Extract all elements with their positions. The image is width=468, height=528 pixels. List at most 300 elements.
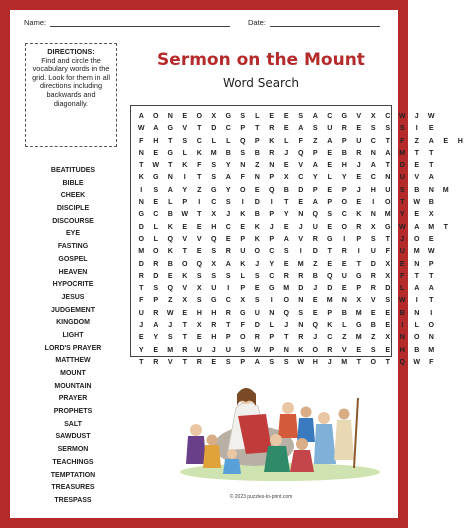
grid-letter[interactable]: O (239, 185, 246, 194)
grid-letter[interactable]: R (298, 333, 304, 342)
grid-letter[interactable]: D (254, 321, 260, 330)
grid-letter[interactable]: Y (225, 161, 231, 170)
grid-letter[interactable]: R (341, 124, 347, 133)
grid-letter[interactable]: E (356, 198, 362, 207)
grid-letter[interactable]: K (327, 321, 333, 330)
grid-letter[interactable]: B (254, 210, 260, 219)
grid-letter[interactable]: N (167, 173, 173, 182)
grid-letter[interactable]: E (283, 124, 289, 133)
grid-letter[interactable]: P (341, 185, 347, 194)
grid-letter[interactable]: S (182, 136, 188, 145)
grid-letter[interactable]: T (226, 321, 231, 330)
grid-letter[interactable]: I (140, 185, 143, 194)
grid-letter[interactable]: R (211, 321, 217, 330)
grid-letter[interactable]: N (269, 161, 275, 170)
grid-letter[interactable]: Y (312, 173, 318, 182)
grid-letter[interactable]: E (327, 161, 333, 170)
grid-letter[interactable]: V (196, 234, 202, 243)
grid-letter[interactable]: F (139, 136, 144, 145)
grid-letter[interactable]: J (139, 321, 144, 330)
grid-letter[interactable]: G (138, 210, 145, 219)
grid-letter[interactable]: G (210, 185, 217, 194)
grid-letter[interactable]: I (241, 198, 244, 207)
grid-letter[interactable]: E (138, 333, 144, 342)
grid-letter[interactable]: E (153, 198, 159, 207)
grid-letter[interactable]: D (138, 222, 144, 231)
grid-letter[interactable]: V (356, 112, 362, 120)
grid-letter[interactable]: J (226, 210, 231, 219)
grid-letter[interactable]: A (225, 259, 231, 268)
grid-letter[interactable]: I (227, 284, 230, 293)
grid-letter[interactable]: D (312, 247, 318, 256)
grid-letter[interactable]: D (298, 284, 304, 293)
grid-letter[interactable]: M (355, 308, 362, 317)
grid-letter[interactable]: Q (167, 284, 174, 293)
grid-letter[interactable]: L (269, 321, 274, 330)
grid-letter[interactable]: S (196, 296, 202, 305)
grid-letter[interactable]: Q (312, 321, 319, 330)
grid-letter[interactable]: K (298, 345, 304, 354)
grid-letter[interactable]: W (427, 247, 435, 256)
grid-letter[interactable]: X (385, 259, 391, 268)
grid-letter[interactable]: Q (326, 271, 333, 280)
grid-letter[interactable]: S (254, 271, 260, 280)
grid-letter[interactable]: G (167, 148, 174, 157)
grid-letter[interactable]: E (211, 357, 217, 366)
grid-letter[interactable]: J (313, 284, 318, 293)
grid-letter[interactable]: H (153, 136, 159, 145)
grid-letter[interactable]: O (370, 357, 377, 366)
grid-letter[interactable]: E (399, 259, 405, 268)
grid-letter[interactable]: R (153, 357, 159, 366)
grid-letter[interactable]: K (356, 210, 362, 219)
grid-letter[interactable]: P (312, 185, 318, 194)
grid-letter[interactable]: W (398, 112, 406, 120)
grid-letter[interactable]: H (312, 357, 318, 366)
grid-letter[interactable]: X (370, 222, 376, 231)
grid-letter[interactable]: L (327, 173, 332, 182)
grid-letter[interactable]: P (269, 210, 275, 219)
grid-letter[interactable]: D (211, 124, 217, 133)
grid-letter[interactable]: E (182, 112, 188, 120)
grid-letter[interactable]: M (341, 357, 348, 366)
grid-letter[interactable]: J (255, 259, 260, 268)
grid-letter[interactable]: E (385, 308, 391, 317)
grid-letter[interactable]: E (414, 210, 420, 219)
grid-letter[interactable]: B (283, 185, 289, 194)
grid-letter[interactable]: T (182, 321, 187, 330)
grid-letter[interactable]: C (327, 333, 333, 342)
grid-letter[interactable]: E (356, 124, 362, 133)
grid-letter[interactable]: T (182, 357, 187, 366)
grid-letter[interactable]: F (298, 136, 303, 145)
grid-letter[interactable]: G (268, 284, 275, 293)
grid-letter[interactable]: E (341, 284, 347, 293)
grid-letter[interactable]: V (298, 161, 304, 170)
grid-letter[interactable]: Z (313, 259, 318, 268)
grid-letter[interactable]: N (428, 333, 434, 342)
grid-letter[interactable]: M (384, 210, 391, 219)
grid-letter[interactable]: R (370, 271, 376, 280)
grid-letter[interactable]: W (413, 198, 421, 207)
grid-letter[interactable]: E (356, 345, 362, 354)
grid-letter[interactable]: Y (341, 173, 347, 182)
grid-letter[interactable]: T (197, 210, 202, 219)
grid-letter[interactable]: G (167, 124, 174, 133)
grid-letter[interactable]: T (443, 222, 448, 231)
grid-letter[interactable]: X (211, 112, 217, 120)
grid-letter[interactable]: O (181, 259, 188, 268)
grid-letter[interactable]: P (254, 136, 260, 145)
grid-letter[interactable]: Q (297, 148, 304, 157)
grid-letter[interactable]: Q (283, 308, 290, 317)
grid-letter[interactable]: D (153, 271, 159, 280)
grid-letter[interactable]: O (152, 112, 159, 120)
grid-letter[interactable]: M (355, 333, 362, 342)
grid-letter[interactable]: K (240, 259, 246, 268)
grid-letter[interactable]: U (341, 271, 347, 280)
grid-letter[interactable]: Z (342, 333, 347, 342)
grid-letter[interactable]: N (298, 210, 304, 219)
grid-letter[interactable]: T (327, 247, 332, 256)
grid-letter[interactable]: A (385, 148, 391, 157)
grid-letter[interactable]: Q (239, 136, 246, 145)
grid-letter[interactable]: X (385, 333, 391, 342)
grid-letter[interactable]: J (356, 185, 361, 194)
grid-letter[interactable]: R (327, 345, 333, 354)
grid-letter[interactable]: V (167, 357, 173, 366)
grid-letter[interactable]: U (196, 345, 202, 354)
grid-letter[interactable]: U (312, 222, 318, 231)
grid-letter[interactable]: V (182, 234, 188, 243)
grid-letter[interactable]: E (283, 161, 289, 170)
grid-letter[interactable]: L (240, 271, 245, 280)
grid-letter[interactable]: P (356, 234, 362, 243)
grid-letter[interactable]: O (384, 198, 391, 207)
grid-letter[interactable]: H (211, 222, 217, 231)
grid-letter[interactable]: E (254, 284, 260, 293)
grid-letter[interactable]: L (168, 198, 173, 207)
grid-letter[interactable]: R (283, 271, 289, 280)
grid-letter[interactable]: S (225, 198, 231, 207)
grid-letter[interactable]: N (428, 185, 434, 194)
grid-letter[interactable]: I (183, 173, 186, 182)
grid-letter[interactable]: R (254, 333, 260, 342)
grid-letter[interactable]: G (239, 308, 246, 317)
grid-letter[interactable]: E (370, 308, 376, 317)
grid-letter[interactable]: T (284, 198, 289, 207)
grid-letter[interactable]: G (355, 321, 362, 330)
grid-letter[interactable]: B (254, 148, 260, 157)
grid-letter[interactable]: S (211, 271, 217, 280)
grid-letter[interactable]: B (399, 308, 405, 317)
grid-letter[interactable]: R (138, 271, 144, 280)
grid-letter[interactable]: Z (313, 136, 318, 145)
grid-letter[interactable]: T (429, 161, 434, 170)
grid-letter[interactable]: D (370, 259, 376, 268)
grid-letter[interactable]: T (356, 259, 361, 268)
grid-letter[interactable]: T (182, 333, 187, 342)
grid-letter[interactable]: L (153, 222, 158, 231)
grid-letter[interactable]: C (370, 136, 376, 145)
grid-letter[interactable]: X (196, 321, 202, 330)
grid-letter[interactable]: P (240, 284, 246, 293)
grid-letter[interactable]: B (341, 148, 347, 157)
grid-letter[interactable]: E (312, 296, 318, 305)
grid-letter[interactable]: E (283, 259, 289, 268)
grid-letter[interactable]: M (413, 247, 420, 256)
grid-letter[interactable]: G (210, 296, 217, 305)
grid-letter[interactable]: V (414, 173, 420, 182)
grid-letter[interactable]: U (225, 345, 231, 354)
grid-letter[interactable]: S (399, 185, 405, 194)
grid-letter[interactable]: N (240, 161, 246, 170)
grid-letter[interactable]: E (225, 234, 231, 243)
grid-letter[interactable]: P (327, 308, 333, 317)
grid-letter[interactable]: U (138, 308, 144, 317)
grid-letter[interactable]: A (428, 173, 434, 182)
grid-letter[interactable]: E (312, 308, 318, 317)
grid-letter[interactable]: X (428, 210, 434, 219)
grid-letter[interactable]: A (312, 161, 318, 170)
grid-letter[interactable]: T (400, 198, 405, 207)
grid-letter[interactable]: W (398, 222, 406, 231)
grid-letter[interactable]: E (182, 308, 188, 317)
grid-letter[interactable]: F (429, 357, 434, 366)
grid-letter[interactable]: S (283, 357, 289, 366)
grid-letter[interactable]: F (240, 321, 245, 330)
grid-letter[interactable]: N (254, 173, 260, 182)
grid-letter[interactable]: N (414, 259, 420, 268)
grid-letter[interactable]: T (385, 161, 390, 170)
grid-letter[interactable]: S (269, 357, 275, 366)
grid-letter[interactable]: W (413, 357, 421, 366)
grid-letter[interactable]: S (327, 210, 333, 219)
grid-letter[interactable]: P (312, 148, 318, 157)
grid-letter[interactable]: T (429, 296, 434, 305)
grid-letter[interactable]: W (181, 210, 189, 219)
grid-letter[interactable]: T (182, 247, 187, 256)
grid-letter[interactable]: T (385, 234, 390, 243)
grid-letter[interactable]: Q (268, 185, 275, 194)
grid-letter[interactable]: I (299, 247, 302, 256)
grid-letter[interactable]: S (240, 345, 246, 354)
grid-letter[interactable]: S (312, 124, 318, 133)
grid-letter[interactable]: P (269, 234, 275, 243)
grid-letter[interactable]: U (327, 124, 333, 133)
grid-letter[interactable]: S (370, 345, 376, 354)
grid-letter[interactable]: Y (399, 210, 405, 219)
grid-letter[interactable]: U (356, 136, 362, 145)
grid-letter[interactable]: T (414, 148, 419, 157)
grid-letter[interactable]: S (370, 234, 376, 243)
grid-letter[interactable]: O (239, 333, 246, 342)
grid-letter[interactable]: P (341, 136, 347, 145)
grid-letter[interactable]: T (429, 271, 434, 280)
grid-letter[interactable]: J (327, 357, 332, 366)
grid-letter[interactable]: E (327, 259, 333, 268)
grid-letter[interactable]: B (414, 185, 420, 194)
grid-letter[interactable]: S (153, 185, 159, 194)
grid-letter[interactable]: F (400, 136, 405, 145)
grid-letter[interactable]: O (138, 234, 145, 243)
grid-letter[interactable]: R (196, 357, 202, 366)
grid-letter[interactable]: A (327, 136, 333, 145)
grid-letter[interactable]: W (166, 308, 174, 317)
grid-letter[interactable]: Q (399, 357, 406, 366)
grid-letter[interactable]: C (327, 112, 333, 120)
grid-letter[interactable]: S (240, 112, 246, 120)
grid-letter[interactable]: H (196, 308, 202, 317)
grid-letter[interactable]: C (370, 173, 376, 182)
grid-letter[interactable]: R (225, 247, 231, 256)
grid-letter[interactable]: W (253, 345, 261, 354)
grid-letter[interactable]: M (167, 345, 174, 354)
grid-letter[interactable]: C (269, 247, 275, 256)
grid-letter[interactable]: I (415, 296, 418, 305)
grid-letter[interactable]: Z (414, 136, 419, 145)
grid-letter[interactable]: X (240, 296, 246, 305)
grid-letter[interactable]: Y (182, 185, 188, 194)
grid-letter[interactable]: D (138, 259, 144, 268)
grid-letter[interactable]: A (428, 136, 434, 145)
grid-letter[interactable]: T (414, 271, 419, 280)
grid-letter[interactable]: B (341, 308, 347, 317)
grid-letter[interactable]: A (370, 161, 376, 170)
grid-letter[interactable]: J (269, 222, 274, 231)
grid-letter[interactable]: J (356, 161, 361, 170)
grid-letter[interactable]: A (414, 284, 420, 293)
grid-letter[interactable]: O (413, 333, 420, 342)
grid-letter[interactable]: S (370, 124, 376, 133)
grid-letter[interactable]: M (210, 148, 217, 157)
grid-letter[interactable]: T (168, 161, 173, 170)
grid-letter[interactable]: S (298, 112, 304, 120)
grid-letter[interactable]: M (399, 148, 406, 157)
grid-letter[interactable]: H (341, 161, 347, 170)
grid-letter[interactable]: E (196, 222, 202, 231)
grid-letter[interactable]: B (167, 259, 173, 268)
grid-letter[interactable]: H (457, 136, 463, 145)
grid-letter[interactable]: K (182, 161, 188, 170)
grid-letter[interactable]: G (384, 222, 391, 231)
grid-letter[interactable]: D (254, 198, 260, 207)
grid-letter[interactable]: S (283, 247, 289, 256)
grid-letter[interactable]: N (269, 308, 275, 317)
grid-letter[interactable]: V (341, 345, 347, 354)
grid-letter[interactable]: X (182, 296, 188, 305)
grid-letter[interactable]: Q (196, 259, 203, 268)
grid-letter[interactable]: P (269, 345, 275, 354)
grid-letter[interactable]: S (167, 333, 173, 342)
grid-letter[interactable]: A (283, 234, 289, 243)
grid-letter[interactable]: T (139, 357, 144, 366)
grid-letter[interactable]: M (442, 185, 449, 194)
grid-letter[interactable]: B (414, 345, 420, 354)
grid-letter[interactable]: C (298, 173, 304, 182)
grid-letter[interactable]: B (370, 321, 376, 330)
grid-letter[interactable]: A (312, 198, 318, 207)
grid-letter[interactable]: V (298, 234, 304, 243)
grid-letter[interactable]: E (153, 345, 159, 354)
grid-letter[interactable]: S (385, 296, 391, 305)
grid-letter[interactable]: K (269, 136, 275, 145)
grid-letter[interactable]: G (355, 271, 362, 280)
grid-letter[interactable]: R (182, 345, 188, 354)
grid-letter[interactable]: N (370, 210, 376, 219)
grid-letter[interactable]: E (196, 333, 202, 342)
grid-letter[interactable]: S (385, 124, 391, 133)
grid-letter[interactable]: Z (197, 185, 202, 194)
grid-letter[interactable]: E (196, 247, 202, 256)
grid-letter[interactable]: O (152, 247, 159, 256)
grid-letter[interactable]: I (270, 198, 273, 207)
grid-letter[interactable]: J (284, 321, 289, 330)
grid-letter[interactable]: E (428, 124, 434, 133)
grid-letter[interactable]: A (414, 222, 420, 231)
grid-letter[interactable]: G (326, 234, 333, 243)
grid-letter[interactable]: W (398, 296, 406, 305)
grid-letter[interactable]: C (341, 210, 347, 219)
grid-letter[interactable]: H (399, 345, 405, 354)
grid-letter[interactable]: A (254, 357, 260, 366)
grid-letter[interactable]: Q (312, 210, 319, 219)
grid-letter[interactable]: B (428, 198, 434, 207)
grid-letter[interactable]: A (153, 124, 159, 133)
grid-letter[interactable]: P (327, 198, 333, 207)
grid-letter[interactable]: W (137, 124, 145, 133)
grid-letter[interactable]: I (401, 321, 404, 330)
grid-letter[interactable]: M (283, 284, 290, 293)
grid-letter[interactable]: S (399, 124, 405, 133)
grid-letter[interactable]: C (385, 112, 391, 120)
grid-letter[interactable]: V (182, 284, 188, 293)
grid-letter[interactable]: W (427, 112, 435, 120)
grid-letter[interactable]: I (270, 296, 273, 305)
grid-letter[interactable]: G (341, 112, 348, 120)
grid-letter[interactable]: R (341, 247, 347, 256)
grid-letter[interactable]: K (167, 247, 173, 256)
grid-letter[interactable]: V (370, 296, 376, 305)
grid-letter[interactable]: T (168, 136, 173, 145)
grid-letter[interactable]: K (182, 271, 188, 280)
grid-letter[interactable]: J (400, 234, 405, 243)
grid-letter[interactable]: P (269, 173, 275, 182)
grid-letter[interactable]: W (152, 161, 160, 170)
grid-letter[interactable]: R (269, 148, 275, 157)
grid-letter[interactable]: T (197, 173, 202, 182)
grid-letter[interactable]: O (341, 198, 348, 207)
grid-letter[interactable]: J (313, 333, 318, 342)
grid-letter[interactable]: Z (168, 296, 173, 305)
grid-letter[interactable]: X (196, 284, 202, 293)
grid-letter[interactable]: U (240, 247, 246, 256)
grid-letter[interactable]: E (428, 234, 434, 243)
grid-letter[interactable]: X (211, 259, 217, 268)
grid-letter[interactable]: E (327, 148, 333, 157)
grid-letter[interactable]: Y (153, 333, 159, 342)
grid-letter[interactable]: O (428, 321, 435, 330)
grid-letter[interactable]: J (211, 345, 216, 354)
grid-letter[interactable]: E (298, 198, 304, 207)
grid-letter[interactable]: C (196, 136, 202, 145)
grid-letter[interactable]: O (254, 247, 261, 256)
grid-letter[interactable]: N (341, 296, 347, 305)
grid-letter[interactable]: I (357, 247, 360, 256)
grid-letter[interactable]: E (182, 222, 188, 231)
grid-letter[interactable]: S (211, 161, 217, 170)
grid-letter[interactable]: L (400, 284, 405, 293)
